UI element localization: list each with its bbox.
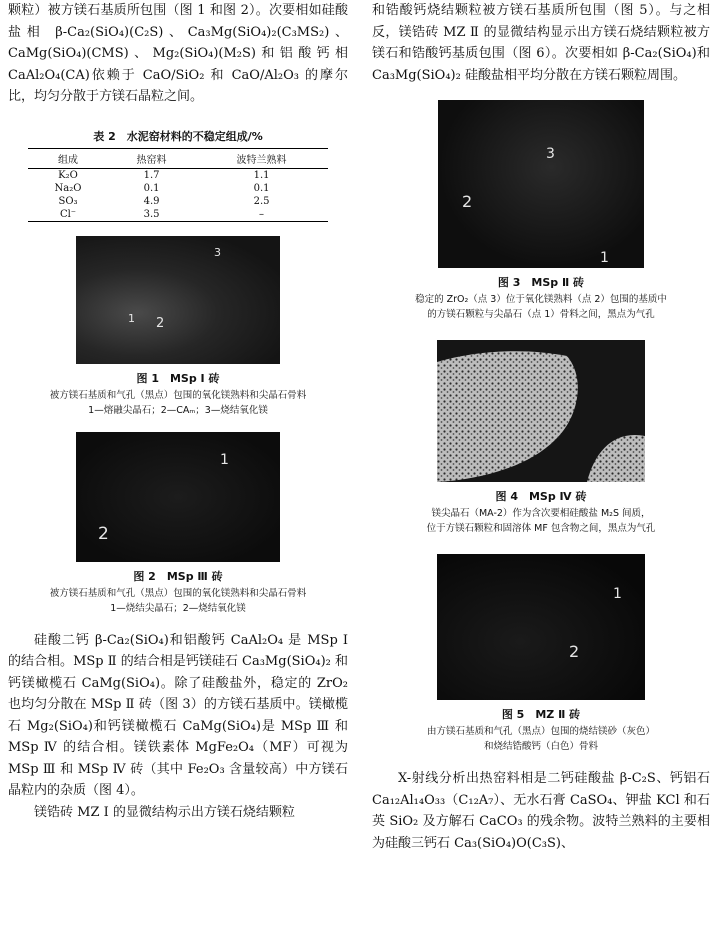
micrograph-figure-2 xyxy=(76,432,280,562)
figure-title: 图 5 MZ Ⅱ 砖 xyxy=(501,708,581,721)
table-row xyxy=(28,208,328,222)
table-header: 组成 xyxy=(28,148,108,168)
paragraph: X-射线分析出热窑料相是二钙硅酸盐 β-C₂S、钙铝石 Ca₁₂Al₁₄O₃₃（C₁₂A₇）、无水石膏 CaSO₄、钾盐 KCl 和石英 SiO₂ 及方解石 CaCO₃ 的残余物。波特兰熟料的主要相为硅酸三钙石 Ca₃(SiO₄)O(C₃S)、 xyxy=(372,771,710,851)
figure-point-label: 2 xyxy=(462,192,473,211)
table-cell: 1.1 xyxy=(253,169,270,181)
figure-point-label: 3 xyxy=(214,245,221,259)
micrograph-figure-5 xyxy=(437,554,645,700)
figure-point-label: 1 xyxy=(220,451,229,468)
paragraph: 和锆酸钙烧结颗粒被方镁石基质所包围（图 5）。与之相反，镁锆砖 MZ Ⅱ 的显微结构显示出方镁石烧结颗粒被方镁石和锆酸钙基质包围（图 6）。次要相如 β-Ca₂(SiO₄)和 Ca₃Mg(SiO₄)₂ 硅酸盐相平均分散在方镁石颗粒周围。 xyxy=(372,3,710,83)
micrograph-texture xyxy=(437,340,645,482)
table-cell: 1.7 xyxy=(143,169,160,181)
figure-point-label: 1 xyxy=(600,250,609,266)
figure-point-label: 2 xyxy=(98,523,109,544)
figure-caption: 的方镁石颗粒与尖晶石（点 1）骨料之间，黑点为气孔 xyxy=(427,309,655,320)
table-cell: 0.1 xyxy=(143,182,160,194)
figure-point-label: 1 xyxy=(613,586,622,602)
paragraph: 颗粒）被方镁石基质所包围（图 1 和图 2）。次要相如硅酸盐相 β-Ca₂(SiO₄)(C₂S)、Ca₃Mg(SiO₄)₂(C₃MS₂)、CaMg(SiO₄)(CMS)、Mg₂(SiO₄)(M₂S)和铝酸钙相 CaAl₂O₄(CA)依赖于 CaO/SiO₂ 和 CaO/Al₂O₃ 的摩尔比，均匀分散于方镁石晶粒之间。 xyxy=(8,3,348,104)
figure-point-label: 1 xyxy=(128,311,135,325)
micrograph-figure-4 xyxy=(437,340,645,482)
table-row xyxy=(28,182,328,195)
figure-point-label: 3 xyxy=(546,146,555,162)
figure-caption: 1—熔融尖晶石；2—CAₘ；3—烧结氧化镁 xyxy=(88,404,268,416)
table-cell: – xyxy=(195,208,328,222)
table-cell: 0.1 xyxy=(253,182,270,194)
table-header: 热窑料 xyxy=(108,148,195,168)
figure-caption: 被方镁石基质和气孔（黑点）包围的氧化镁熟料和尖晶石骨料 xyxy=(49,389,307,401)
table-caption: 表 2 水泥窑材料的不稳定组成/% xyxy=(93,129,263,143)
figure-point-label: 2 xyxy=(156,315,165,331)
figure-point-label: 2 xyxy=(569,642,580,661)
figure-caption: 稳定的 ZrO₂（点 3）位于氧化镁熟料（点 2）包围的基质中 xyxy=(415,294,667,305)
figure-caption: 被方镁石基质和气孔（黑点）包围的氧化镁熟料和尖晶石骨料 xyxy=(49,587,307,599)
table-cell: Cl⁻ xyxy=(28,208,108,222)
paragraph: 硅酸二钙 β-Ca₂(SiO₄)和铝酸钙 CaAl₂O₄ 是 MSp Ⅰ 的结合相。MSp Ⅱ 的结合相是钙镁硅石 Ca₃Mg(SiO₄)₂ 和钙镁橄榄石 CaMg(SiO₄)。除了硅酸盐外，稳定的 ZrO₂ 也均匀分散在 MSp Ⅱ 砖（图 3）的方镁石基质中。镁橄榄石 Mg₂(SiO₄)和钙镁橄榄石 CaMg(SiO₄)是 MSp Ⅲ 和 MSp Ⅳ 的结合相。镁铁素体 MgFe₂O₄（MF）可视为 MSp Ⅲ 和 MSp Ⅳ 砖（其中 Fe₂O₃ 含量较高）中方镁石晶粒内的杂质（图 4）。 xyxy=(8,632,348,798)
table-cell: K₂O xyxy=(58,169,78,181)
table-cell: Na₂O xyxy=(54,182,82,194)
table-row xyxy=(28,195,328,208)
left-column xyxy=(8,0,348,823)
figure-caption: 位于方镁石颗粒和固溶体 MF 包含物之间，黑点为气孔 xyxy=(426,523,656,534)
figure-caption: 镁尖晶石（MA-2）作为含次要相硅酸盐 M₂S 间质， xyxy=(431,508,651,519)
micrograph-figure-3 xyxy=(438,100,644,268)
figure-title: 图 4 MSp Ⅳ 砖 xyxy=(495,490,587,503)
table-row xyxy=(28,168,328,182)
table-cell: 2.5 xyxy=(253,195,270,207)
micrograph-figure-1 xyxy=(76,236,280,364)
figure-caption: 由方镁石基质和气孔（黑点）包围的烧结镁砂（灰色） xyxy=(426,726,655,737)
figure-title: 图 3 MSp Ⅱ 砖 xyxy=(497,276,585,289)
table-header: 波特兰熟料 xyxy=(195,148,328,168)
figure-caption: 1—烧结尖晶石；2—烧结氧化镁 xyxy=(110,602,246,614)
figure-title: 图 2 MSp Ⅲ 砖 xyxy=(133,569,223,583)
composition-table xyxy=(28,148,328,222)
figure-title: 图 1 MSp Ⅰ 砖 xyxy=(136,371,220,385)
right-column xyxy=(372,0,710,854)
table-cell: 4.9 xyxy=(143,195,160,207)
figure-caption: 和烧结锆酸钙（白色）骨料 xyxy=(483,741,598,752)
table-cell: 3.5 xyxy=(108,208,195,222)
table-cell: SO₃ xyxy=(58,195,78,207)
table-header-row xyxy=(28,148,328,168)
paragraph: 镁锆砖 MZ Ⅰ 的显微结构示出方镁石烧结颗粒 xyxy=(34,804,295,820)
